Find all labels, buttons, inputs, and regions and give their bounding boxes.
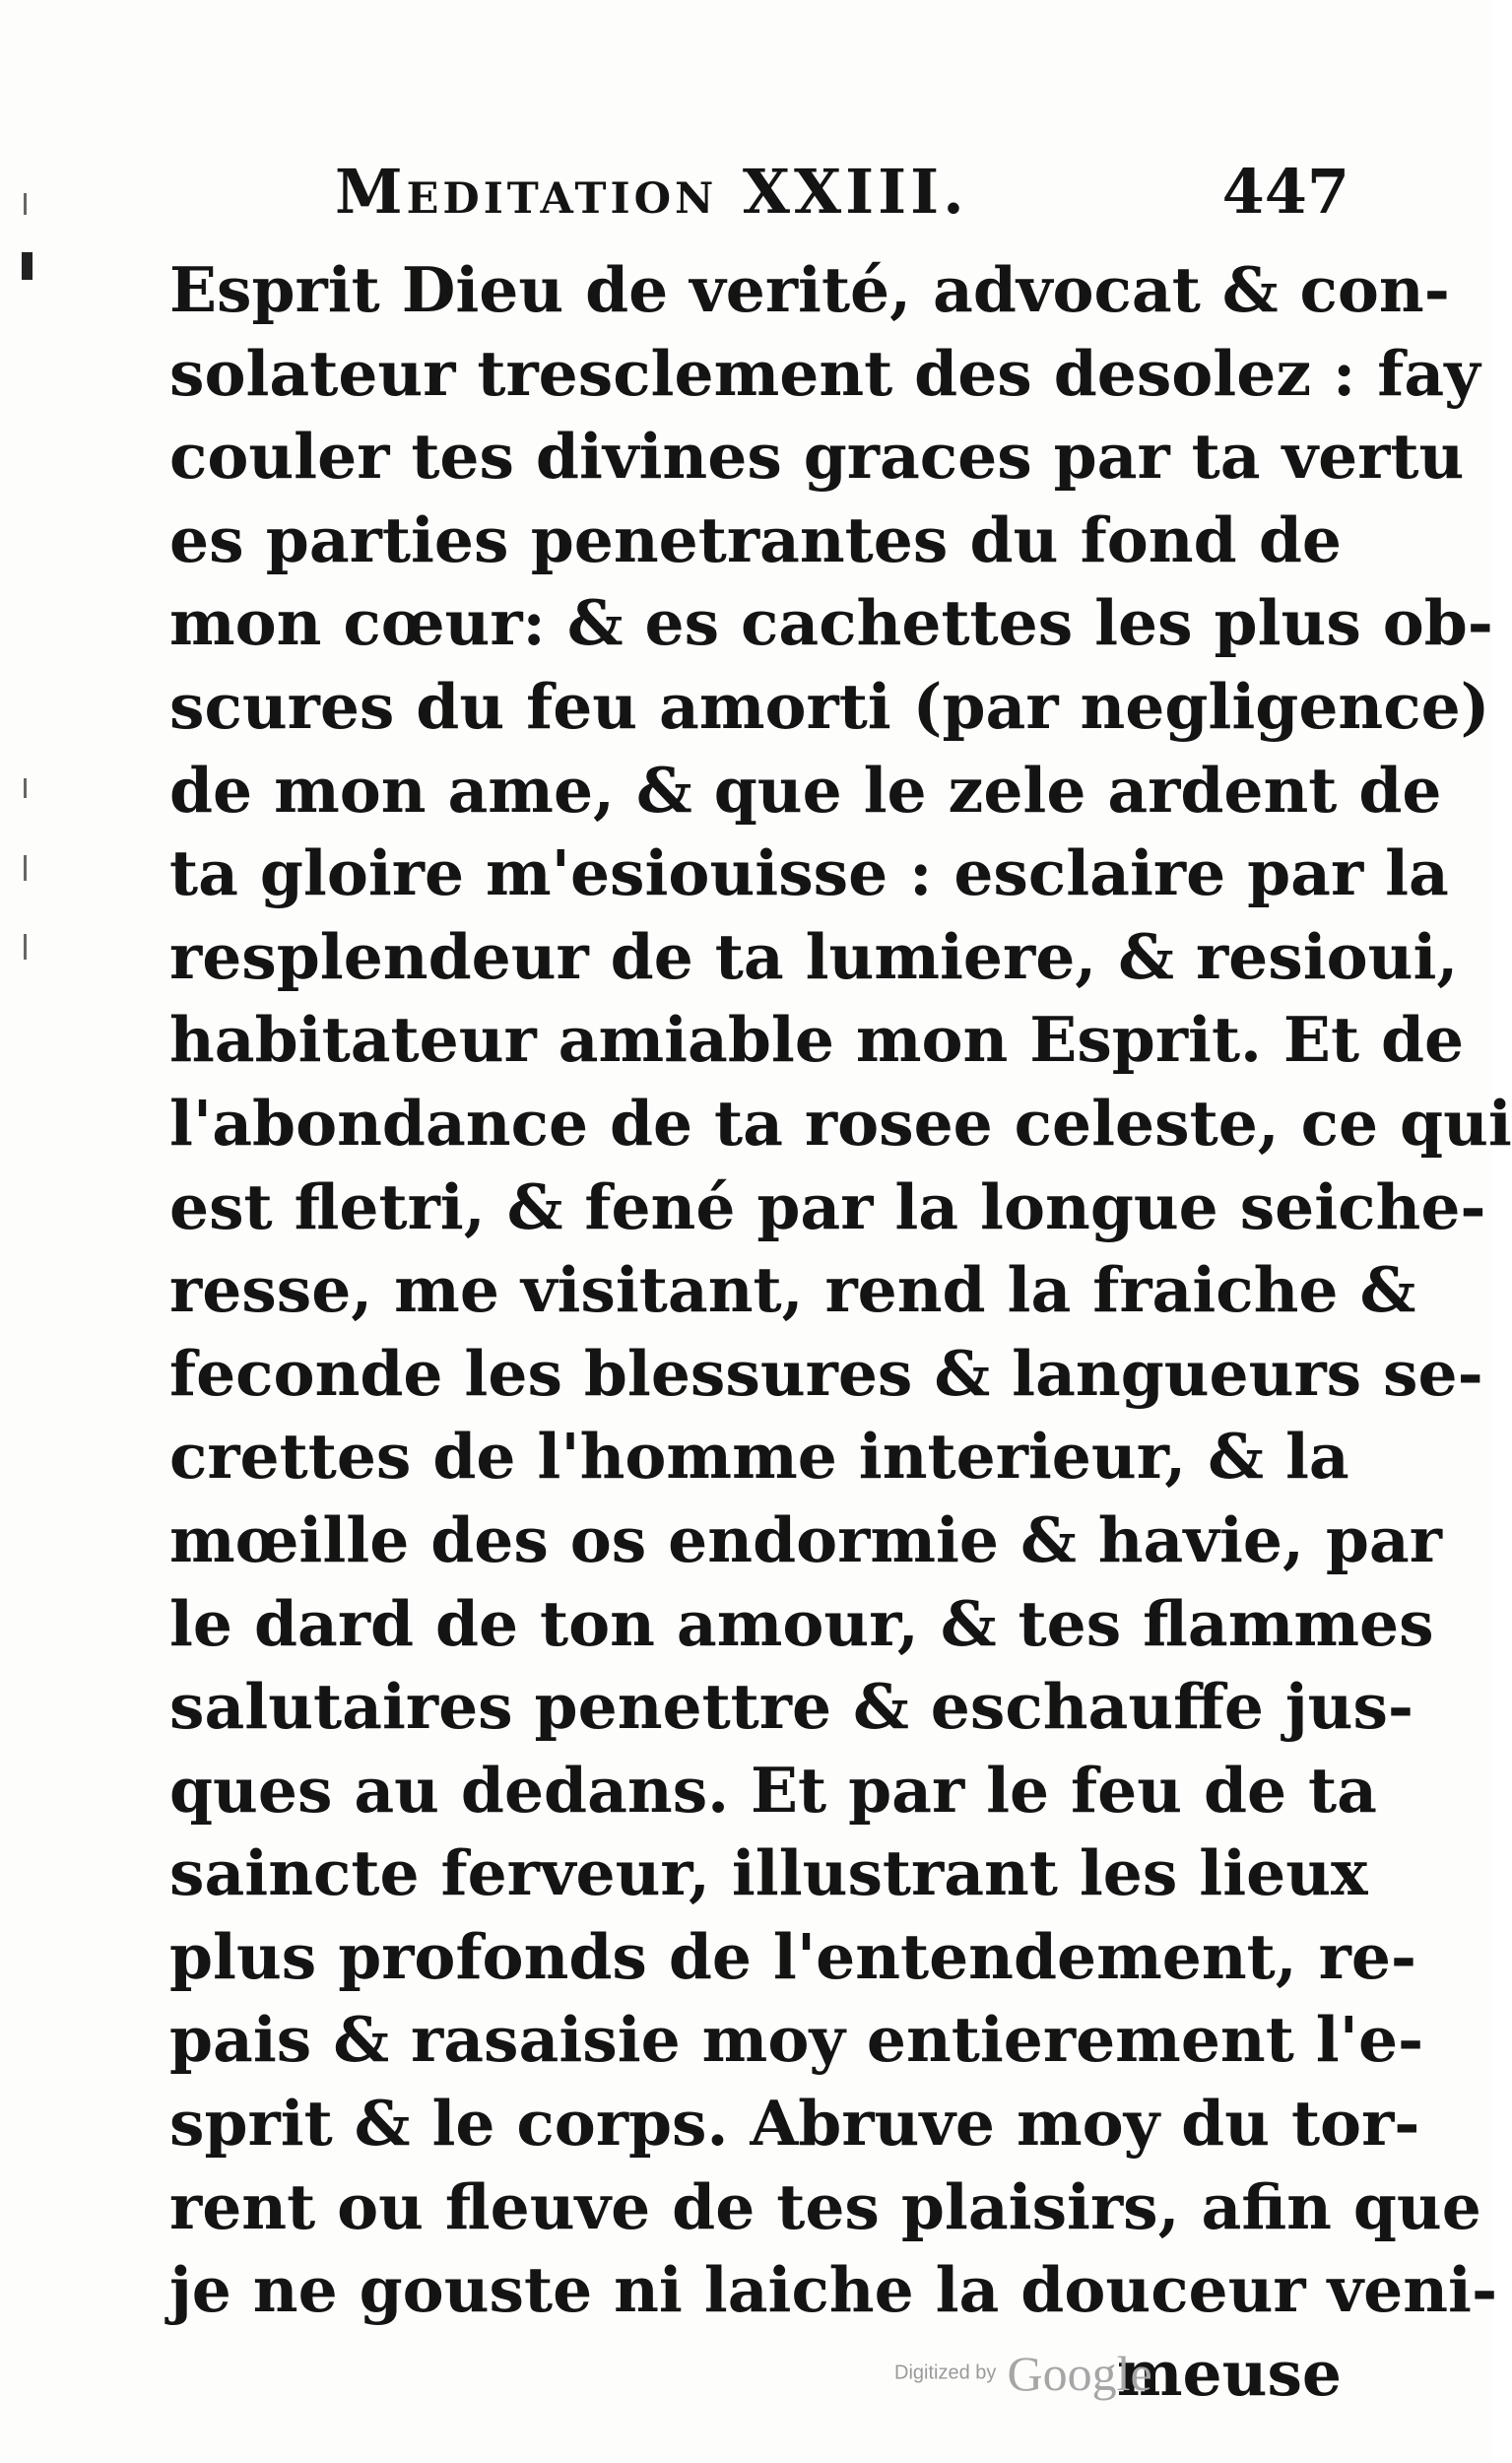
digitized-watermark — [894, 2345, 1152, 2404]
margin-ink-mark — [24, 855, 27, 881]
text-line: resplendeur de ta lumiere, & resioui, — [169, 919, 1459, 993]
margin-ink-mark — [24, 934, 27, 960]
text-line: de mon ame, & que le zele ardent de — [169, 753, 1442, 827]
margin-ink-mark — [22, 252, 33, 280]
text-line: habitateur amiable mon Esprit. Et de — [169, 1003, 1465, 1077]
running-title: Meditation XXIII. — [335, 156, 968, 228]
text-line: resse, me visitant, rend la fraiche & — [169, 1253, 1416, 1327]
text-line: rent ou fleuve de tes plaisirs, afin que — [169, 2169, 1481, 2243]
body-text — [169, 248, 1512, 2415]
text-line: ta gloire m'esiouisse : esclaire par la — [169, 836, 1449, 910]
text-line: scures du feu amorti (par negligence) — [169, 669, 1490, 743]
text-line: je ne gouste ni laiche la douceur veni- — [169, 2253, 1498, 2327]
page-number: 447 — [1221, 156, 1349, 228]
text-line: ques au dedans. Et par le feu de ta — [169, 1753, 1377, 1827]
catchword: meuse — [1116, 2336, 1342, 2410]
text-line: mon cœur: & es cachettes les plus ob- — [169, 586, 1493, 660]
text-line: solateur tresclement des desolez : fay — [169, 336, 1480, 410]
margin-ink-mark — [24, 193, 27, 215]
text-line: feconde les blessures & langueurs se- — [169, 1336, 1483, 1410]
watermark-prefix: Digitized by — [894, 2362, 997, 2384]
page-header — [335, 156, 1359, 250]
text-line: le dard de ton amour, & tes flammes — [169, 1586, 1434, 1660]
text-line: mœille des os endormie & havie, par — [169, 1502, 1442, 1576]
text-line: Esprit Dieu de verité, advocat & con- — [169, 253, 1450, 326]
text-line: couler tes divines graces par ta vertu — [169, 420, 1465, 494]
text-line: crettes de l'homme interieur, & la — [169, 1420, 1349, 1494]
text-line: sprit & le corps. Abruve moy du tor- — [169, 2087, 1420, 2161]
text-line: plus profonds de l'entendement, re- — [169, 1919, 1417, 1993]
watermark-brand: Google — [1007, 2346, 1152, 2401]
text-line: salutaires penettre & eschauffe jus- — [169, 1670, 1414, 1744]
text-line: est fletri, & fené par la longue seiche- — [169, 1169, 1486, 1243]
text-line: es parties penetrantes du fond de — [169, 502, 1342, 576]
margin-ink-mark — [24, 778, 27, 798]
text-line: l'abondance de ta rosee celeste, ce qui — [169, 1086, 1512, 1160]
text-line: saincte ferveur, illustrant les lieux — [169, 1836, 1368, 1910]
text-line: pais & rasaisie moy entierement l'e- — [169, 2003, 1424, 2077]
